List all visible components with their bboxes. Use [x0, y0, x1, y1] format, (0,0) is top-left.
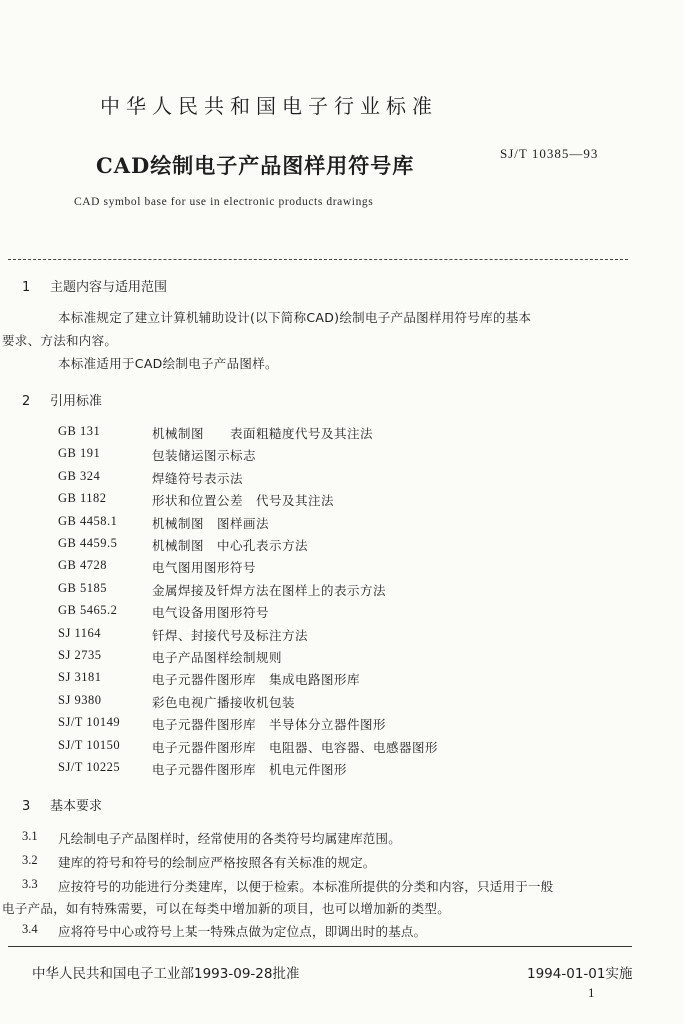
reference-code: SJ 3181 [58, 670, 102, 684]
reference-code: SJ 1164 [58, 626, 101, 640]
section-2-heading [22, 390, 102, 409]
reference-code: GB 4728 [58, 558, 107, 572]
requirement-number: 3.4 [22, 922, 38, 936]
section-title: 基本要求 [50, 799, 103, 814]
reference-code: GB 5185 [58, 581, 107, 595]
requirement-number: 3.2 [22, 853, 38, 867]
reference-title: 电子元器件图形库 集成电路图形库 [152, 672, 361, 687]
section-number: 1 [22, 280, 31, 295]
requirement-text: 应将符号中心或符号上某一特殊点做为定位点，即调出时的基点。 [58, 924, 427, 939]
reference-title: 电子元器件图形库 半导体分立器件图形 [152, 717, 387, 732]
industry-standard-header: 中华人民共和国电子行业标准 [100, 94, 438, 118]
reference-title: 包装储运图示标志 [152, 448, 257, 463]
reference-code: SJ 2735 [58, 648, 102, 662]
header-divider [8, 259, 628, 260]
section-1-heading [22, 276, 167, 295]
section-1-paragraph-1-line-1: 本标准规定了建立计算机辅助设计(以下简称CAD)绘制电子产品图样用符号库的基本 [58, 310, 532, 325]
section-title: 主题内容与适用范围 [50, 280, 168, 295]
approval-date: 中华人民共和国电子工业部1993-09-28批准 [32, 966, 300, 982]
reference-title: 电气设备用图形符号 [152, 605, 270, 620]
reference-title: 电子元器件图形库 机电元件图形 [152, 762, 348, 777]
reference-code: SJ/T 10225 [58, 760, 121, 774]
reference-title: 彩色电视广播接收机包装 [152, 695, 296, 710]
reference-title: 机械制图 中心孔表示方法 [152, 538, 309, 553]
standard-number: SJ/T 10385—93 [500, 146, 599, 161]
reference-code: GB 324 [58, 469, 101, 483]
reference-title: 机械制图 图样画法 [152, 516, 270, 531]
reference-title: 钎焊、封接代号及标注方法 [152, 628, 309, 643]
reference-code: GB 191 [58, 446, 101, 460]
requirement-number: 3.3 [22, 877, 38, 891]
section-1-paragraph-1-line-2: 要求、方法和内容。 [2, 333, 118, 348]
section-3-heading [22, 795, 102, 814]
reference-code: SJ 9380 [58, 693, 102, 707]
requirement-text-continued: 电子产品，如有特殊需要，可以在每类中增加新的项目，也可以增加新的类型。 [2, 901, 451, 916]
section-1-paragraph-2: 本标准适用于CAD绘制电子产品图样。 [58, 356, 278, 371]
section-number: 3 [22, 799, 31, 814]
reference-title: 金属焊接及钎焊方法在图样上的表示方法 [152, 583, 387, 598]
reference-title: 电子产品图样绘制规则 [152, 650, 283, 665]
reference-title: 形状和位置公差 代号及其注法 [152, 493, 335, 508]
reference-code: GB 4459.5 [58, 536, 118, 550]
reference-title: 电子元器件图形库 电阻器、电容器、电感器图形 [152, 740, 439, 755]
reference-code: GB 1182 [58, 491, 107, 505]
reference-code: GB 4458.1 [58, 514, 118, 528]
implementation-date: 1994-01-01实施 [527, 966, 633, 982]
requirement-text: 凡绘制电子产品图样时，经常使用的各类符号均属建库范围。 [58, 831, 401, 846]
document-title: CAD绘制电子产品图样用符号库 [96, 153, 415, 178]
reference-title: 焊缝符号表示法 [152, 471, 244, 486]
reference-code: GB 5465.2 [58, 603, 118, 617]
reference-code: SJ/T 10149 [58, 715, 121, 729]
footer-divider [8, 946, 632, 947]
reference-title: 机械制图 表面粗糙度代号及其注法 [152, 426, 374, 441]
reference-code: GB 131 [58, 424, 101, 438]
requirement-text: 建库的符号和符号的绘制应严格按照各有关标准的规定。 [58, 855, 376, 870]
section-title: 引用标准 [50, 394, 103, 409]
reference-code: SJ/T 10150 [58, 738, 121, 752]
requirement-text: 应按符号的功能进行分类建库，以便于检索。本标准所提供的分类和内容，只适用于一般 [58, 879, 554, 894]
page-number: 1 [588, 985, 595, 1000]
requirement-number: 3.1 [22, 829, 38, 843]
english-title: CAD symbol base for use in electronic products drawings [74, 196, 374, 208]
section-number: 2 [22, 394, 31, 409]
reference-title: 电气图用图形符号 [152, 560, 257, 575]
